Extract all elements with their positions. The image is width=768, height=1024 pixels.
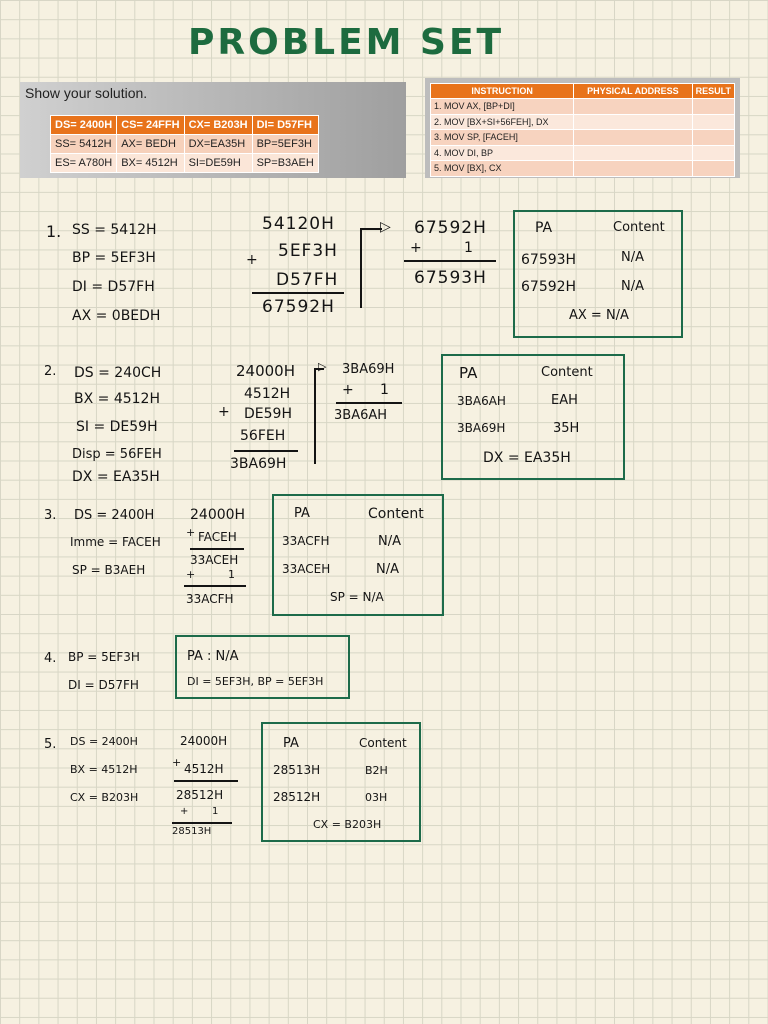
plus-sign: + bbox=[172, 756, 182, 769]
bracket-line bbox=[360, 228, 362, 308]
problem-number: 5. bbox=[44, 737, 57, 752]
register-header: DS= 2400H bbox=[51, 116, 117, 135]
calc-line: 3BA69H bbox=[342, 362, 395, 377]
problem-number: 4. bbox=[44, 651, 57, 666]
pa-value: 33ACFH bbox=[282, 534, 330, 548]
given-var: CX = B203H bbox=[70, 791, 139, 804]
calc-line: FACEH bbox=[198, 530, 237, 544]
given-var: DI = D57FH bbox=[72, 279, 155, 295]
result-line: SP = N/A bbox=[330, 590, 384, 604]
plus-sign: + bbox=[180, 806, 189, 817]
register-cell: DX=EA35H bbox=[184, 135, 252, 154]
carry-one: 1 bbox=[464, 240, 473, 256]
sum-rule bbox=[172, 822, 232, 824]
problem-number: 2. bbox=[44, 364, 57, 379]
empty-cell bbox=[574, 145, 692, 161]
carry-one: 1 bbox=[228, 568, 235, 581]
register-cell: BP=5EF3H bbox=[252, 135, 318, 154]
instruction-header: INSTRUCTION bbox=[431, 84, 574, 99]
given-var: DS = 2400H bbox=[70, 735, 138, 748]
answer-box bbox=[175, 635, 350, 699]
register-cell: BX= 4512H bbox=[117, 154, 184, 173]
empty-cell bbox=[574, 99, 692, 115]
content-value: N/A bbox=[376, 562, 399, 577]
plus-sign: + bbox=[218, 404, 230, 420]
given-var: BX = 4512H bbox=[74, 391, 160, 407]
given-var: DS = 2400H bbox=[74, 508, 155, 523]
pa-value: 33ACEH bbox=[282, 562, 331, 576]
carry-one: 1 bbox=[380, 382, 389, 398]
pa-value: 28512H bbox=[273, 790, 321, 804]
given-var: SI = DE59H bbox=[76, 419, 158, 435]
sum-rule bbox=[174, 780, 238, 782]
calc-line: 4512H bbox=[184, 762, 224, 776]
plus-sign: + bbox=[186, 526, 196, 539]
problem-number: 1. bbox=[46, 222, 62, 241]
calc-line: 33ACEH bbox=[190, 553, 239, 567]
given-var: Imme = FACEH bbox=[70, 535, 161, 549]
instruction-cell: 2. MOV [BX+SI+56FEH], DX bbox=[431, 114, 574, 130]
empty-cell bbox=[692, 145, 734, 161]
problem-number: 3. bbox=[44, 508, 57, 523]
content-value: N/A bbox=[621, 279, 644, 294]
content-value: 35H bbox=[553, 421, 580, 436]
answer-box bbox=[441, 354, 625, 480]
plus-sign: + bbox=[410, 240, 422, 256]
pa-header: PA bbox=[535, 220, 553, 236]
content-header: Content bbox=[368, 506, 424, 522]
calc-result: 67592H bbox=[262, 297, 335, 317]
instruction-lead: Show your solution. bbox=[25, 85, 148, 101]
arrow-line bbox=[360, 228, 382, 230]
register-header: DI= D57FH bbox=[252, 116, 318, 135]
register-cell: AX= BEDH bbox=[117, 135, 184, 154]
answer-box bbox=[261, 722, 421, 842]
sum-rule bbox=[404, 260, 496, 262]
given-var: SS = 5412H bbox=[72, 222, 157, 238]
pa-value: 3BA6AH bbox=[457, 394, 506, 408]
result-line: DX = EA35H bbox=[483, 450, 571, 466]
answer-box bbox=[272, 494, 444, 616]
instruction-cell: 1. MOV AX, [BP+DI] bbox=[431, 99, 574, 115]
instruction-table bbox=[430, 83, 735, 177]
sum-rule bbox=[184, 585, 246, 587]
sum-rule bbox=[336, 402, 402, 404]
pa-value: 3BA69H bbox=[457, 421, 506, 435]
calc-line: 54120H bbox=[262, 214, 335, 234]
answer-box bbox=[513, 210, 683, 338]
empty-cell bbox=[692, 161, 734, 177]
calc-result: 67593H bbox=[414, 268, 487, 288]
pa-header: PA bbox=[283, 736, 299, 751]
calc-result: 28513H bbox=[172, 826, 212, 837]
given-var: Disp = 56FEH bbox=[72, 447, 162, 462]
pa-value: 28513H bbox=[273, 763, 321, 777]
empty-cell bbox=[692, 130, 734, 146]
sum-rule bbox=[234, 450, 298, 452]
result-line: AX = N/A bbox=[569, 308, 629, 323]
calc-line: 24000H bbox=[236, 362, 295, 380]
content-value: 03H bbox=[365, 791, 388, 804]
result-header: RESULT bbox=[692, 84, 734, 99]
given-var: BX = 4512H bbox=[70, 763, 138, 776]
plus-sign: + bbox=[186, 568, 196, 581]
given-registers-panel bbox=[20, 82, 406, 178]
calc-result: 33ACFH bbox=[186, 592, 234, 606]
register-cell: SI=DE59H bbox=[184, 154, 252, 173]
register-cell: SS= 5412H bbox=[51, 135, 117, 154]
empty-cell bbox=[692, 114, 734, 130]
result-line: CX = B203H bbox=[313, 818, 382, 831]
instruction-panel bbox=[425, 78, 740, 178]
content-header: Content bbox=[541, 365, 593, 380]
register-table bbox=[50, 115, 319, 173]
given-var: DS = 240CH bbox=[74, 365, 162, 381]
empty-cell bbox=[574, 130, 692, 146]
pa-value: PA : N/A bbox=[187, 649, 239, 664]
empty-cell bbox=[692, 99, 734, 115]
content-value: EAH bbox=[551, 393, 578, 408]
pa-value: 67592H bbox=[521, 279, 577, 295]
pa-header: PA bbox=[294, 506, 310, 521]
register-header: CS= 24FFH bbox=[117, 116, 184, 135]
empty-cell bbox=[574, 161, 692, 177]
calc-line: 24000H bbox=[190, 507, 246, 523]
carry-one: 1 bbox=[212, 806, 219, 817]
sum-rule bbox=[252, 292, 344, 294]
bracket-line bbox=[314, 368, 316, 464]
instruction-cell: 5. MOV [BX], CX bbox=[431, 161, 574, 177]
content-value: N/A bbox=[621, 250, 644, 265]
calc-line: 5EF3H bbox=[278, 241, 338, 261]
pa-value: 67593H bbox=[521, 252, 577, 268]
register-cell: ES= A780H bbox=[51, 154, 117, 173]
page-title: PROBLEM SET bbox=[188, 22, 505, 63]
content-value: N/A bbox=[378, 534, 401, 549]
empty-cell bbox=[574, 114, 692, 130]
calc-result: 3BA69H bbox=[230, 456, 287, 472]
plus-sign: + bbox=[342, 382, 354, 398]
arrow-head-icon: ▷ bbox=[318, 360, 327, 373]
calc-line: D57FH bbox=[276, 270, 339, 290]
sum-rule bbox=[190, 548, 244, 550]
plus-sign: + bbox=[246, 252, 258, 268]
register-cell: SP=B3AEH bbox=[252, 154, 318, 173]
content-header: Content bbox=[359, 736, 407, 750]
given-var: BP = 5EF3H bbox=[68, 650, 140, 664]
calc-line: 4512H bbox=[244, 386, 291, 402]
register-header: CX= B203H bbox=[184, 116, 252, 135]
calc-line: 67592H bbox=[414, 218, 487, 238]
calc-line: DE59H bbox=[244, 406, 292, 422]
given-var: BP = 5EF3H bbox=[72, 250, 156, 266]
arrow-head-icon: ▷ bbox=[380, 219, 391, 235]
instruction-cell: 4. MOV DI, BP bbox=[431, 145, 574, 161]
calc-line: 28512H bbox=[176, 788, 224, 802]
calc-line: 56FEH bbox=[240, 428, 286, 444]
given-var: SP = B3AEH bbox=[72, 563, 146, 577]
given-var: DI = D57FH bbox=[68, 678, 139, 692]
content-value: B2H bbox=[365, 764, 388, 777]
given-var: AX = 0BEDH bbox=[72, 308, 161, 324]
instruction-cell: 3. MOV SP, [FACEH] bbox=[431, 130, 574, 146]
physical-address-header: PHYSICAL ADDRESS bbox=[574, 84, 692, 99]
result-line: DI = 5EF3H, BP = 5EF3H bbox=[187, 675, 324, 688]
given-var: DX = EA35H bbox=[72, 469, 160, 485]
calc-result: 3BA6AH bbox=[334, 408, 388, 423]
calc-line: 24000H bbox=[180, 734, 228, 748]
pa-header: PA bbox=[459, 364, 478, 382]
content-header: Content bbox=[613, 220, 665, 235]
